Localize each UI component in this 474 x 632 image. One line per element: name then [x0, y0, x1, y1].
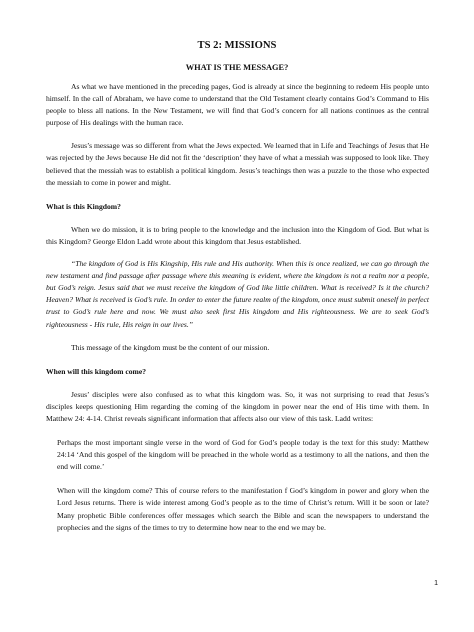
section-subtitle: WHAT IS THE MESSAGE? — [185, 63, 289, 72]
paragraph-disciples-confused: Jesus’ disciples were also confused as to what this kingdom was. So, it was not surprising to read that Jesus’s disciples keeps questioning Him regarding the coming of the kingdom in power near the end of His time with them. In Matthew 24: 4-14. Christ reveals significant information that affects also our view of this task. Ladd writes: — [46, 389, 429, 423]
block-quote-matthew: Perhaps the most important single verse in the word of God for God’s people today is the text for this study: Matthew 24:14 ‘And this gospel of the kingdom will be preached in the whole world as a testimony to all the nations, and then the end will come.’ — [57, 438, 429, 472]
page-number: 1 — [434, 580, 438, 587]
heading-when-kingdom-come: When will this kingdom come? — [46, 366, 146, 376]
block-quote-when-kingdom: When will the kingdom come? This of course refers to the manifestation f God’s kingdom in power and glory when the Lord Jesus returns. There is wide interest among God’s people as to the time of Christ’s return. Will it be soon or late? Many prophetic Bible conferences offer messages which search the Bible and scan the newspapers to understand the prophecies and the signs of the times to try to determine how near to the end we may be. — [57, 486, 429, 532]
paragraph-kingdom-content: This message of the kingdom must be the content of our mission. — [71, 342, 270, 352]
paragraph-intro: As what we have mentioned in the preceding pages, God is already at since the beginning to redeem His people unto himself. In the call of Abraham, we have come to understand that the Old Testament clearly contains God’s Command to His people to bless all nations. In the New Testament, we will find that God’s concern for all nations continues as the central purpose of His dealings with the human race. — [46, 82, 429, 128]
document-body — [46, 81, 429, 534]
page-title: TS 2: MISSIONS — [197, 40, 277, 51]
paragraph-jesus-message: Jesus’s message was so different from what the Jews expected. We learned that in Life and Teachings of Jesus that He was rejected by the Jews because He did not fit the ‘description’ they have of what a messiah was supposed to look like. They believed that the messiah was to establish a political kingdom. Jesus’s teachings then was a puzzle to the those who expected the messiah to come in power and might. — [46, 141, 429, 187]
heading-what-is-kingdom: What is this Kingdom? — [46, 201, 121, 211]
paragraph-mission-kingdom: When we do mission, it is to bring people to the knowledge and the inclusion into the Kingdom of God. But what is this Kingdom? George Eldon Ladd wrote about this kingdom that Jesus established. — [46, 224, 429, 246]
quote-ladd-kingdom: “The kingdom of God is His Kingship, His rule and His authority. When this is once realized, we can go through the new testament and find passage after passage where this meaning is evident, where the kingdom is not a realm nor a people, but God’s reign. Jesus said that we must receive the kingdom of God like little children. What is received? Is it the church? Heaven? What is received is God’s rule. In order to enter the future realm of the kingdom, once must submit oneself in perfect trust to God’s rule here and now. We must also seek first His kingdom and His righteousness. We are to seek God’s righteousness - His rule, His reign in our lives.” — [46, 259, 429, 329]
